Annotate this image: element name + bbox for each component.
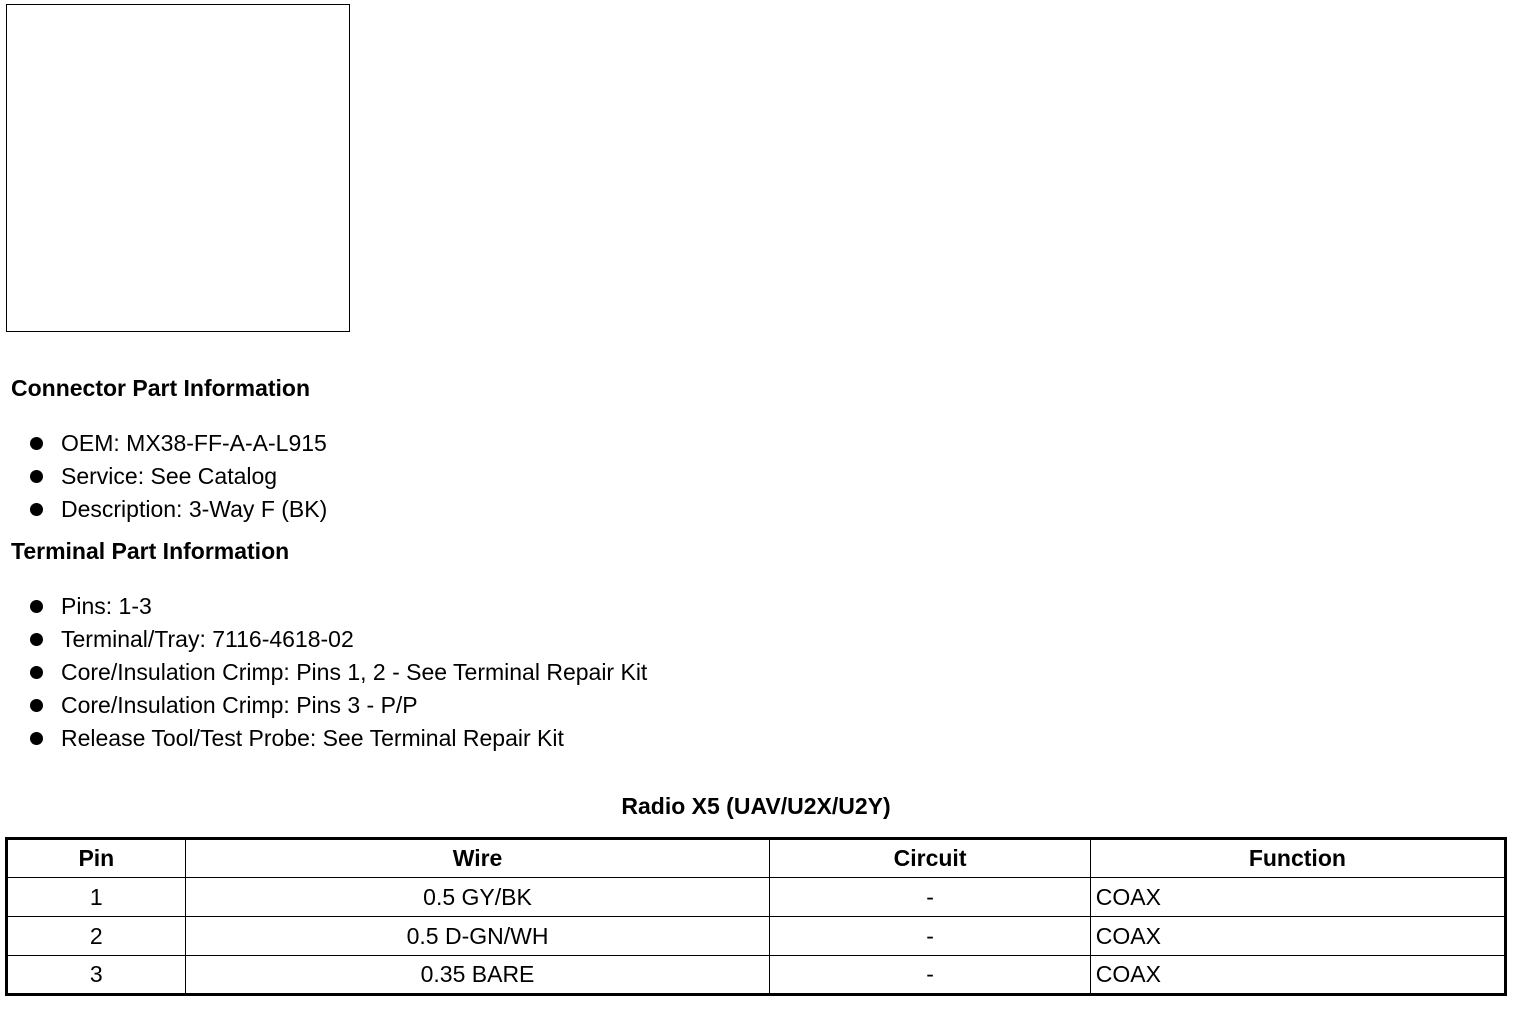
- bullet-icon: [30, 437, 43, 450]
- list-item-text: Release Tool/Test Probe: See Terminal Repair Kit: [61, 725, 564, 751]
- cell-wire: 0.35 BARE: [185, 956, 770, 995]
- list-item-text: Description: 3-Way F (BK): [61, 496, 328, 522]
- pinout-table: [5, 837, 1507, 996]
- cell-wire: 0.5 D-GN/WH: [185, 917, 770, 956]
- list-item-text: Core/Insulation Crimp: Pins 1, 2 - See Terminal Repair Kit: [61, 659, 648, 685]
- bullet-icon: [30, 503, 43, 516]
- cell-function: COAX: [1090, 878, 1505, 917]
- bullet-icon: [30, 666, 43, 679]
- table-row: [7, 917, 1506, 956]
- cell-pin: 3: [7, 956, 186, 995]
- cell-pin: 1: [7, 878, 186, 917]
- cell-circuit: -: [770, 917, 1090, 956]
- bullet-icon: [30, 470, 43, 483]
- bullet-icon: [30, 633, 43, 646]
- list-item-text: Terminal/Tray: 7116-4618-02: [61, 626, 354, 652]
- cell-circuit: -: [770, 956, 1090, 995]
- terminal-part-heading: Terminal Part Information: [11, 538, 290, 564]
- list-item-text: Pins: 1-3: [61, 593, 152, 619]
- connector-part-heading: Connector Part Information: [11, 375, 311, 401]
- list-item-text: Service: See Catalog: [61, 463, 278, 489]
- cell-pin: 2: [7, 917, 186, 956]
- header-pin: Pin: [7, 839, 186, 878]
- bullet-icon: [30, 699, 43, 712]
- connector-image-frame: [6, 4, 350, 332]
- cell-function: COAX: [1090, 917, 1505, 956]
- list-item-text: Core/Insulation Crimp: Pins 3 - P/P: [61, 692, 418, 718]
- table-header-row: [7, 839, 1506, 878]
- bullet-icon: [30, 600, 43, 613]
- header-circuit: Circuit: [770, 839, 1090, 878]
- header-wire: Wire: [185, 839, 770, 878]
- cell-circuit: -: [770, 878, 1090, 917]
- cell-wire: 0.5 GY/BK: [185, 878, 770, 917]
- table-title: Radio X5 (UAV/U2X/U2Y): [621, 793, 891, 819]
- cell-function: COAX: [1090, 956, 1505, 995]
- table-row: [7, 956, 1506, 995]
- list-item-text: OEM: MX38-FF-A-A-L915: [61, 430, 327, 456]
- header-function: Function: [1090, 839, 1505, 878]
- table-row: [7, 878, 1506, 917]
- bullet-icon: [30, 732, 43, 745]
